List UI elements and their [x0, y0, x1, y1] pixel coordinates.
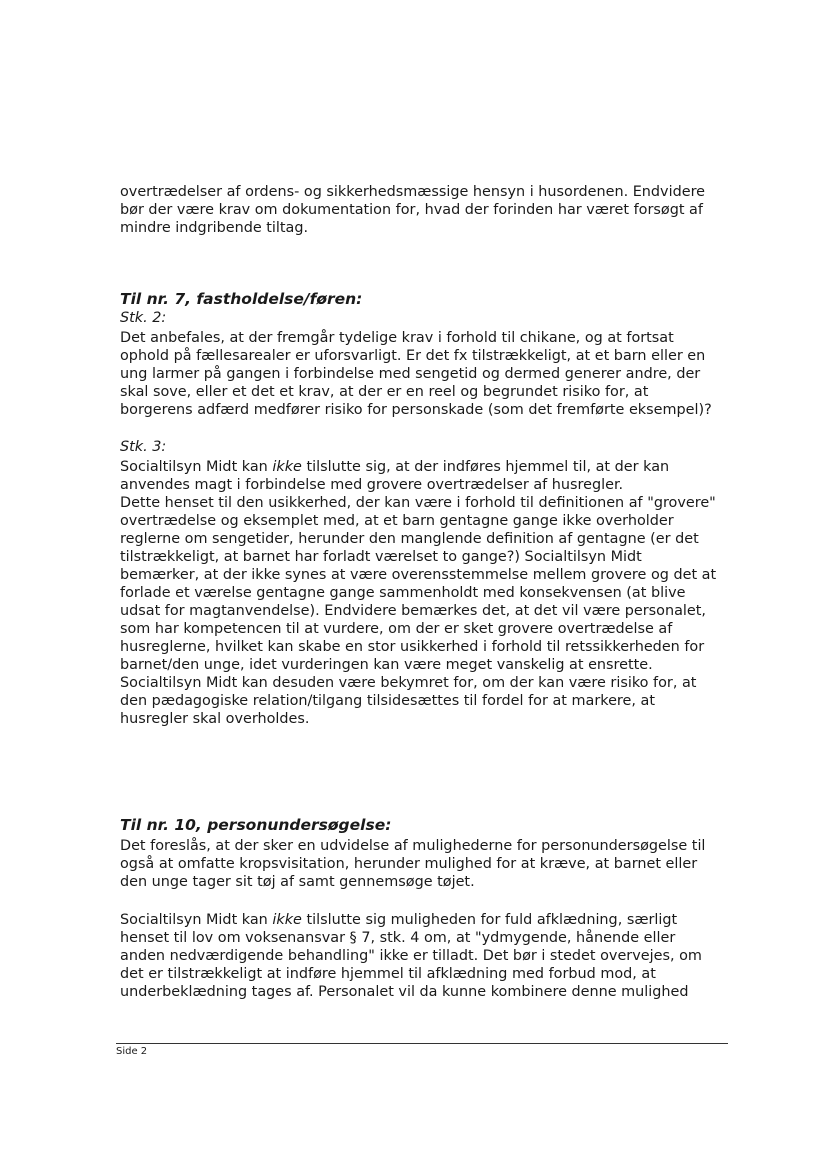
- stk-3-line: Socialtilsyn Midt kan desuden være bekymret for, om der kan være risiko for, at: [120, 675, 697, 691]
- stk-3-line: den pædagogiske relation/tilgang tilsidesættes til fordel for at markere, at: [120, 693, 655, 709]
- stk-3-line: anvendes magt i forbindelse med grovere overtrædelser af husregler.: [120, 477, 624, 493]
- stk-3-line: overtrædelse og eksemplet med, at et barn gentagne gange ikke overholder: [120, 513, 674, 529]
- section-10-p1-line: Det foreslås, at der sker en udvidelse af mulighederne for personundersøgelse til: [120, 838, 706, 854]
- section-10-p2-line: [120, 911, 760, 929]
- section-10-p1-line: den unge tager sit tøj af samt gennemsøge tøjet.: [120, 874, 475, 890]
- stk-3-line: Dette henset til den usikkerhed, der kan være i forhold til definitionen af "grovere": [120, 495, 716, 511]
- section-7-heading: Til nr. 7, fastholdelse/føren:: [120, 290, 363, 308]
- stk-3-line-end: tilslutte sig, at der indføres hjemmel til, at der kan: [301, 459, 670, 475]
- stk-3-line: husregler skal overholdes.: [120, 711, 310, 727]
- section-10-p2-line: henset til lov om voksenansvar § 7, stk. 4 om, at "ydmygende, hånende eller: [120, 930, 676, 946]
- stk-3-line: forlade et værelse gentagne gange sammenholdt med konsekvensen (at blive: [120, 585, 686, 601]
- stk-3-line: som har kompetencen til at vurdere, om der er sket grovere overtrædelse af: [120, 621, 673, 637]
- stk-3-line: udsat for magtanvendelse). Endvidere bemærkes det, at det vil være personalet,: [120, 603, 706, 619]
- intro-line: overtrædelser af ordens- og sikkerhedsmæssige hensyn i husordenen. Endvidere: [120, 184, 706, 200]
- stk-3-line: bemærker, at der ikke synes at være overensstemmelse mellem grovere og det at: [120, 567, 717, 583]
- section-10-p2-line: underbeklædning tages af. Personalet vil da kunne kombinere denne mulighed: [120, 984, 689, 1000]
- stk-3-line: barnet/den unge, idet vurderingen kan være meget vanskelig at ensrette.: [120, 657, 653, 673]
- stk-3-label: Stk. 3:: [120, 439, 167, 455]
- section-10-p1-line: også at omfatte kropsvisitation, herunder mulighed for at kræve, at barnet eller: [120, 856, 698, 872]
- stk-2-line: borgerens adfærd medfører risiko for personskade (som det fremførte eksempel)?: [120, 402, 712, 418]
- stk-2-line: Det anbefales, at der fremgår tydelige krav i forhold til chikane, og at fortsat: [120, 330, 674, 346]
- section-10-emphasis: ikke: [272, 912, 302, 928]
- stk-3-line: husreglerne, hvilket kan skabe en stor usikkerhed i forhold til retssikkerheden for: [120, 639, 705, 655]
- intro-line: mindre indgribende tiltag.: [120, 220, 309, 236]
- section-10-p2-end: tilslutte sig muligheden for fuld afklædning, særligt: [301, 912, 678, 928]
- stk-2-line: ung larmer på gangen i forbindelse med sengetid og dermed generer andre, der: [120, 366, 701, 382]
- section-10-p2-line: anden nedværdigende behandling" ikke er tilladt. Det bør i stedet overvejes, om: [120, 948, 702, 964]
- section-10-p2-start: Socialtilsyn Midt kan: [120, 912, 273, 928]
- stk-3-line-start: Socialtilsyn Midt kan: [120, 459, 273, 475]
- stk-3-line: reglerne om sengetider, herunder den manglende definition af gentagne (er det: [120, 531, 699, 547]
- intro-line: bør der være krav om dokumentation for, hvad der forinden har været forsøgt af: [120, 202, 703, 218]
- stk-3-line: tilstrækkeligt, at barnet har forladt værelset to gange?) Socialtilsyn Midt: [120, 549, 642, 565]
- section-10-heading: Til nr. 10, personundersøgelse:: [120, 816, 392, 834]
- page-number: Side 2: [116, 1046, 148, 1057]
- stk-3-emphasis: ikke: [272, 459, 302, 475]
- stk-2-line: skal sove, eller et det et krav, at der er en reel og begrundet risiko for, at: [120, 384, 649, 400]
- stk-2-line: ophold på fællesarealer er uforsvarligt. Er det fx tilstrækkeligt, at et barn eller en: [120, 348, 706, 364]
- section-10-p2-line: det er tilstrækkeligt at indføre hjemmel til afklædning med forbud mod, at: [120, 966, 656, 982]
- footer-divider: [116, 1043, 728, 1044]
- stk-2-label: Stk. 2:: [120, 310, 167, 326]
- stk-3-line: [120, 458, 760, 476]
